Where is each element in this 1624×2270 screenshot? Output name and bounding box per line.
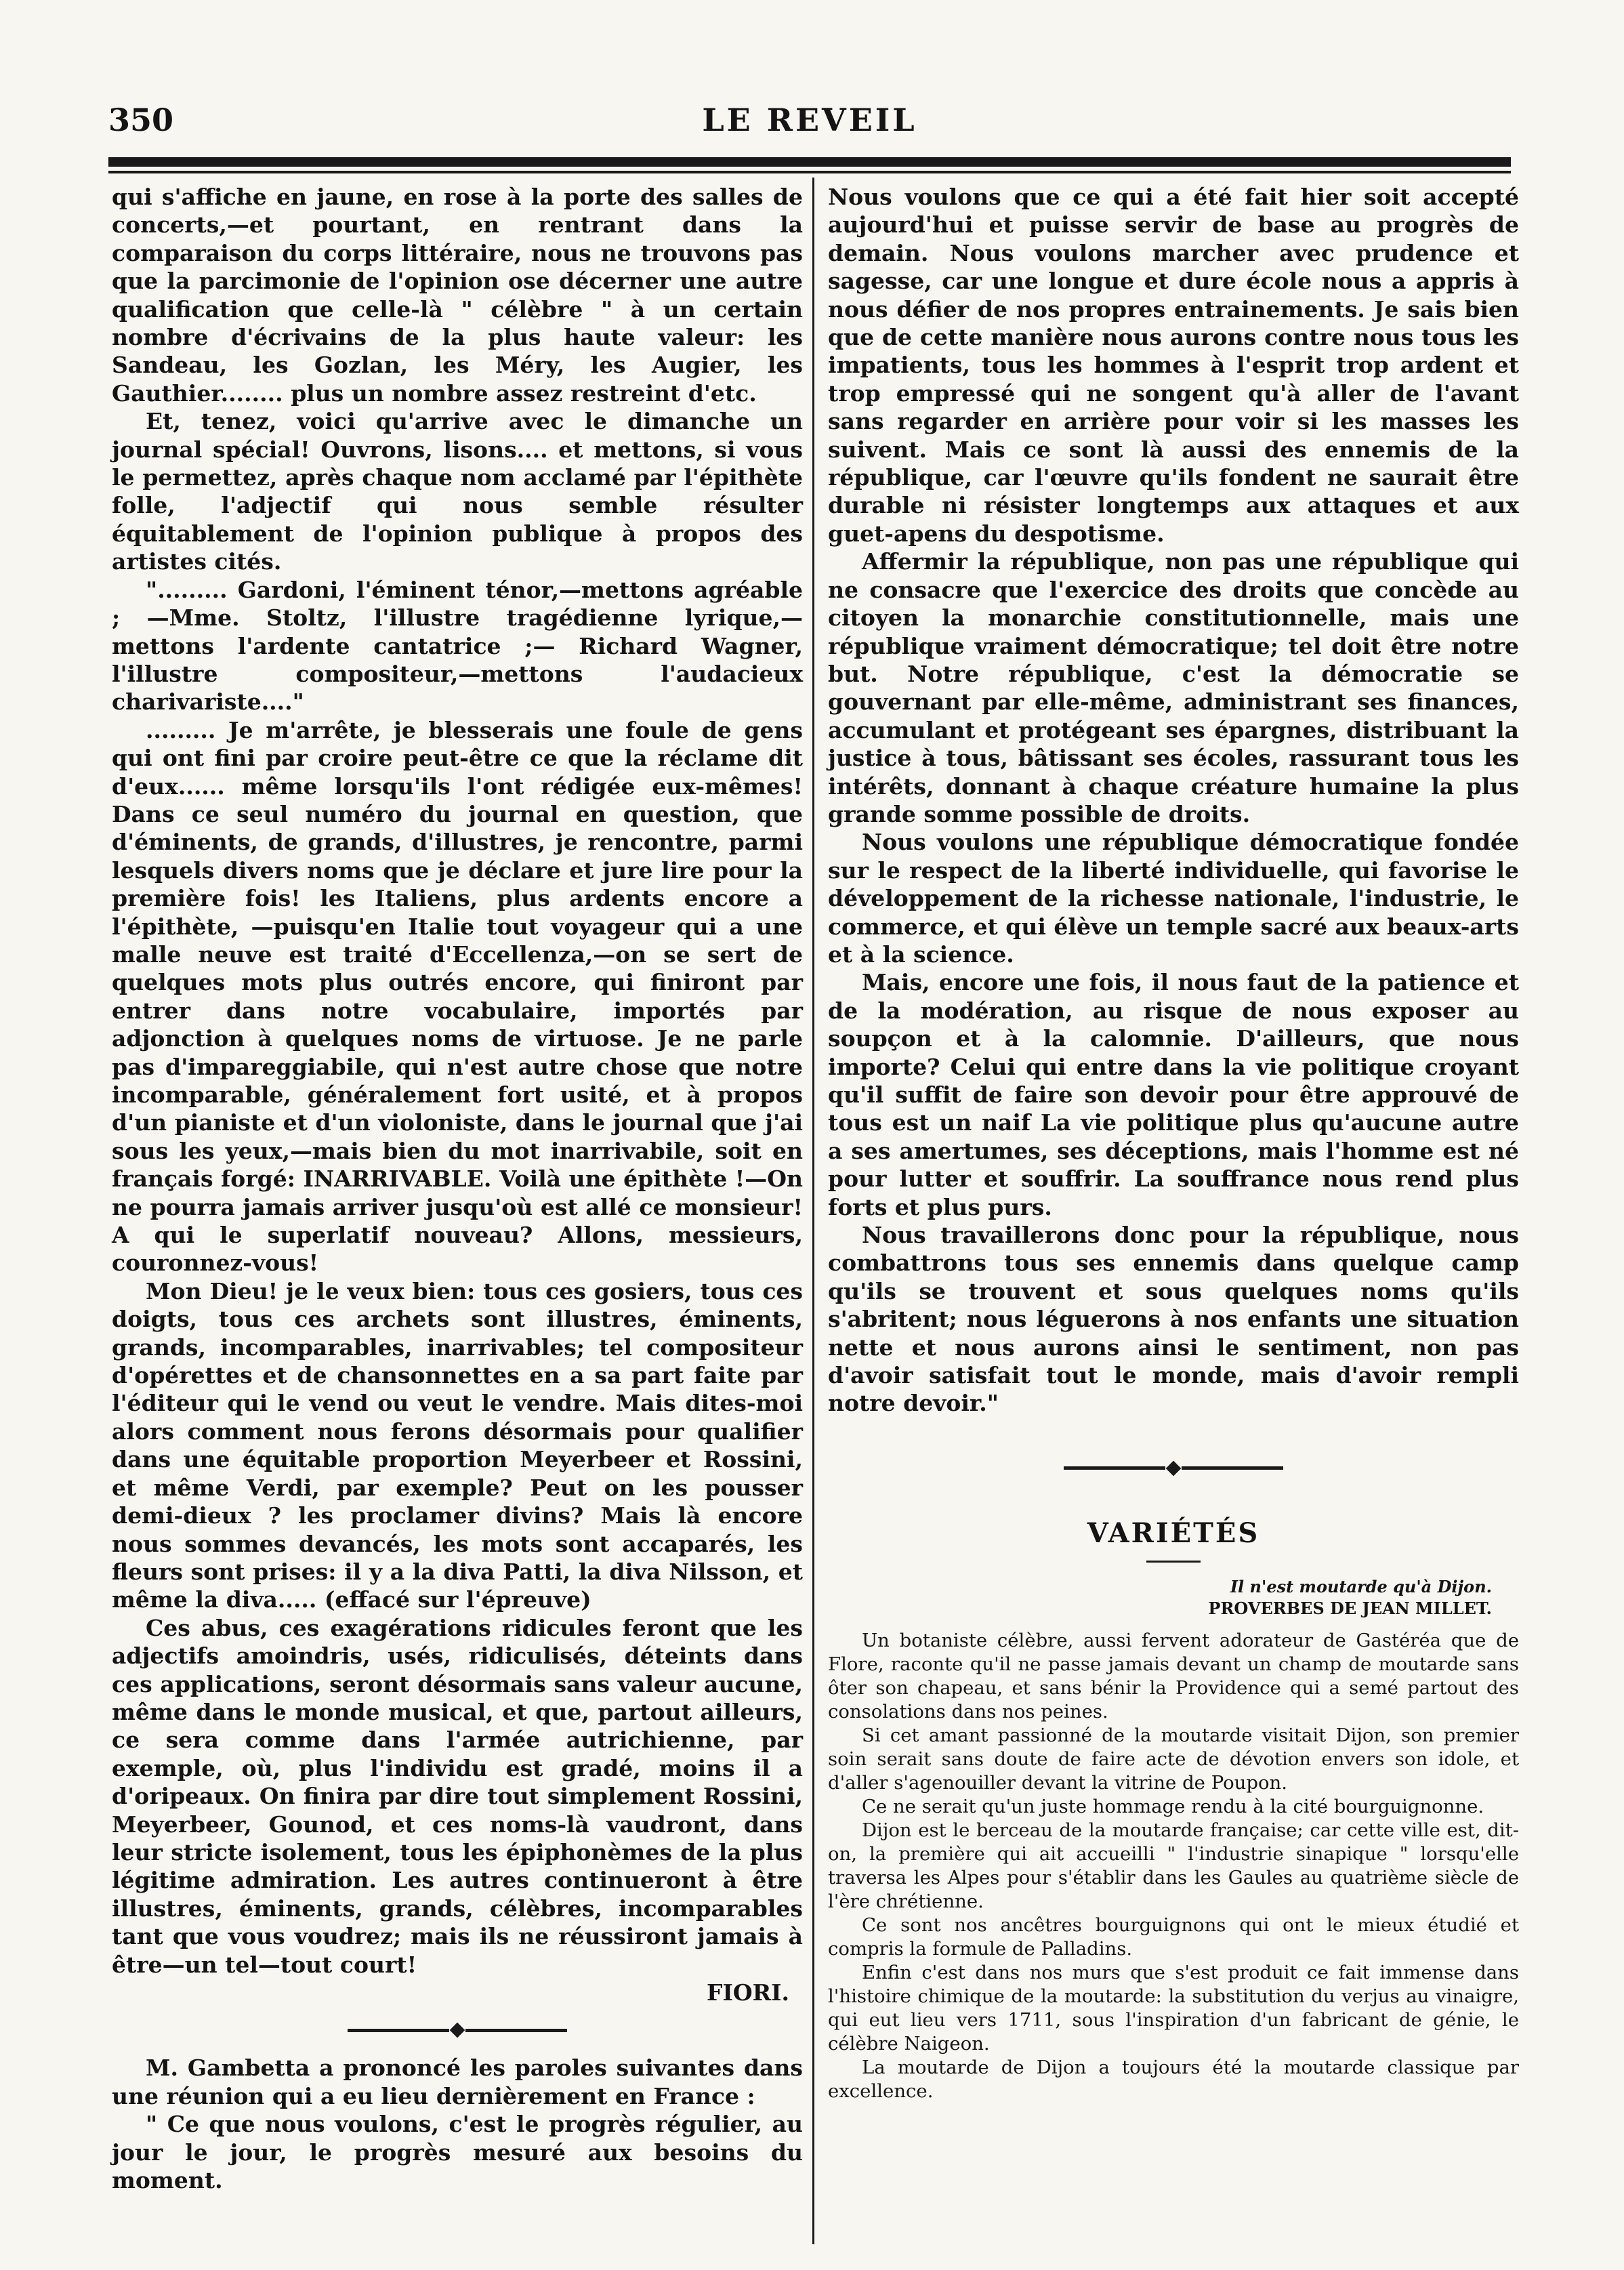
article-paragraph: Mon Dieu! je le veux bien: tous ces gosiers, tous ces doigts, tous ces archets sont illustres, éminents, grands, incomparables, inarrivables; tel compositeur d'opérettes et de chansonnettes en a sa part faite par l'éditeur qui le vend ou veut le vendre. Mais dites-moi alors comment nous ferons désormais pour qualifier dans une équitable proportion Meyerbeer et Rossini, et même Verdi, par exemple? Peut on les pousser demi-dieux ? les proclamer divins? Mais là encore nous sommes devancés, les mots sont accaparés, les fleurs sont prises: il y a la diva Patti, la diva Nilsson, et même la diva..... (effacé sur l'épreuve) (112, 1277, 803, 1613)
varietes-paragraph: Enfin c'est dans nos murs que s'est produit ce fait immense dans l'histoire chimique de la moutarde: la substitution du verjus au vinaigre, qui eut lieu vers 1711, sous l'inspiration d'un fabricant de génie, le célèbre Naigeon. (828, 1962, 1519, 2055)
varietes-paragraph: Si cet amant passionné de la moutarde visitait Dijon, son premier soin serait sans doute de faire acte de dévotion envers son idole, et d'aller s'agenouiller devant la vitrine de Poupon. (828, 1725, 1519, 1794)
newspaper-title: LE REVEIL (702, 102, 917, 138)
article-paragraph: " Ce que nous voulons, c'est le progrès régulier, au jour le jour, le progrès mesuré aux besoins du moment. (112, 2111, 803, 2194)
article-paragraph: Nous travaillerons donc pour la république, nous combattrons tous ses ennemis dans quelque camp qu'ils se trouvent et sous quelques noms qu'ils s'abritent; nous léguerons à nos enfants une situation nette et nous aurons ainsi le sentiment, non pas d'avoir satisfait tout le monde, mais d'avoir rempli notre devoir." (828, 1222, 1519, 1417)
column-divider (812, 178, 814, 2244)
varietes-paragraph: Ce sont nos ancêtres bourguignons qui ont le mieux étudié et compris la formule de Palladins. (828, 1914, 1519, 1960)
article-paragraph: Et, tenez, voici qu'arrive avec le dimanche un journal spécial! Ouvrons, lisons.... et mettons, si vous le permettez, après chaque nom acclamé par l'épithète folle, l'adjectif qui nous semble résulter équitablement de l'opinion publique à propos des artistes cités. (112, 408, 803, 575)
left-column (112, 183, 803, 2194)
article-paragraph: Nous voulons une république démocratique fondée sur le respect de la liberté individuelle, qui favorise le développement de la richesse nationale, l'industrie, le commerce, et qui élève un temple sacré aux beaux-arts et à la science. (828, 829, 1519, 968)
header-rule-thin (108, 171, 1511, 173)
varietes-body (828, 1629, 1519, 2103)
right-column (828, 183, 1519, 2103)
article-paragraph: Affermir la république, non pas une république qui ne consacre que l'exercice des droits que concède au citoyen la monarchie constitutionnelle, mais une république vraiment démocratique; tel doit être notre but. Notre république, c'est la démocratie se gouvernant par elle-même, administrant ses finances, accumulant et protégeant ses épargnes, distribuant la justice à tous, bâtissant ses écoles, rassurant tous les intérêts, donnant à chaque créature humaine la plus grande somme possible de droits. (828, 548, 1519, 827)
page-header (108, 102, 1511, 142)
epigraph: Il n'est moutarde qu'à Dijon. (1230, 1577, 1492, 1597)
page-number: 350 (108, 102, 174, 138)
section-ornament (828, 1445, 1519, 1492)
varietes-paragraph: Ce ne serait qu'un juste hommage rendu à la cité bourguignonne. (862, 1796, 1484, 1818)
article-paragraph: ......... Je m'arrête, je blesserais une foule de gens qui ont fini par croire peut-être ce que la réclame dit d'eux...... même lorsqu'ils l'ont rédigée eux-mêmes! Dans ce seul numéro du journal en question, que d'éminents, de grands, d'illustres, je rencontre, parmi lesquels divers noms que je déclare et jure lire pour la première fois! les Italiens, plus ardents encore a l'épithète, —puisqu'en Italie tout voyageur qui a une malle neuve est traité d'Eccellenza,—on se sert de quelques mots plus outrés encore, qui finiront par entrer dans notre vocabulaire, importés par adjonction à quelques noms de virtuose. Je ne parle pas d'impareggiabile, qui n'est autre chose que notre incomparable, généralement fort usité, et à propos d'un pianiste et d'un violoniste, dans le journal que j'ai sous les yeux,—mais bien du mot inarrivabile, soit en français forgé: INARRIVABLE. Voilà une épithète !—On ne pourra jamais arriver jusqu'où est allé ce monsieur! A qui le superlatif nouveau? Allons, messieurs, couronnez-vous! (112, 716, 803, 1277)
section-ornament (112, 2006, 803, 2054)
article-paragraph: qui s'affiche en jaune, en rose à la porte des salles de concerts,—et pourtant, en rentrant dans la comparaison du corps littéraire, nous ne trouvons pas que la parcimonie de l'opinion ose décerner une autre qualification que celle-là " célèbre " à un certain nombre d'écrivains de la plus haute valeur: les Sandeau, les Gozlan, les Méry, les Augier, les Gauthier........ plus un nombre assez restreint d'etc. (112, 184, 803, 407)
title-rule (1146, 1561, 1201, 1563)
author-signature: FIORI. (707, 1979, 789, 2006)
header-rule-thick (108, 157, 1511, 167)
article-paragraph: M. Gambetta a prononcé les paroles suivantes dans une réunion qui a eu lieu dernièrement en France : (112, 2055, 803, 2109)
article-paragraph: Ces abus, ces exagérations ridicules feront que les adjectifs amoindris, usés, ridiculisés, déteints dans ces applications, seront désormais sans valeur aucune, même dans le monde musical, et que, partout ailleurs, ce sera comme dans l'armée autrichienne, par exemple, où, plus l'individu est gradé, moins il a d'oripeaux. On finira par dire tout simplement Rossini, Meyerbeer, Gounod, et ces noms-là vaudront, dans leur stricte isolement, tous les épiphonèmes de la plus légitime admiration. Les autres continueront à être illustres, éminents, grands, célèbres, incomparables tant que vous voudrez; mais ils ne réussiront jamais à être—un tel—tout court! (112, 1614, 803, 1978)
article-paragraph: Nous voulons que ce qui a été fait hier soit accepté aujourd'hui et puisse servir de base au progrès de demain. Nous voulons marcher avec prudence et sagesse, car une longue et dure école nous a appris à nous défier de nos propres entrainements. Je sais bien que de cette manière nous aurons contre nous tous les impatients, tous les hommes à l'esprit trop ardent et trop empressé qui ne songent qu'à aller de l'avant sans regarder en arrière pour voir si les masses les suivent. Mais ce sont là aussi des ennemis de la république, car l'œuvre qu'ils fondent ne saurait être durable ni résister longtemps aux attaques et aux guet-apens du despotisme. (828, 184, 1519, 547)
varietes-paragraph: Dijon est le berceau de la moutarde française; car cette ville est, dit-on, la première qui ait accueilli " l'industrie sinapique " lorsqu'elle traversa les Alpes pour s'établir dans les Gaules au quatrième siècle de l'ère chrétienne. (828, 1819, 1519, 1913)
article-paragraph: "......... Gardoni, l'éminent ténor,—mettons agréable ; —Mme. Stoltz, l'illustre tragédienne lyrique,—mettons l'ardente cantatrice ;— Richard Wagner, l'illustre compositeur,—mettons l'audacieux charivariste...." (112, 576, 803, 716)
section-title: VARIÉTÉS (1087, 1516, 1260, 1549)
varietes-paragraph: La moutarde de Dijon a toujours été la moutarde classique par excellence. (828, 2057, 1519, 2103)
epigraph-source: PROVERBES DE JEAN MILLET. (1208, 1598, 1492, 1619)
varietes-paragraph: Un botaniste célèbre, aussi fervent adorateur de Gastéréa que de Flore, raconte qu'il ne passe jamais devant un champ de moutarde sans ôter son chapeau, et sans bénir la Providence qui a semé partout des consolations dans nos peines. (828, 1630, 1519, 1723)
article-paragraph: Mais, encore une fois, il nous faut de la patience et de la modération, au risque de nous exposer au soupçon et à la calomnie. D'ailleurs, que nous importe? Celui qui entre dans la vie politique croyant qu'il suffit de faire son devoir pour être approuvé de tous est un naif La vie politique plus qu'aucune autre a ses amertumes, ses déceptions, mais l'homme est né pour lutter et souffrir. La souffrance nous rend plus forts et plus purs. (828, 969, 1519, 1220)
